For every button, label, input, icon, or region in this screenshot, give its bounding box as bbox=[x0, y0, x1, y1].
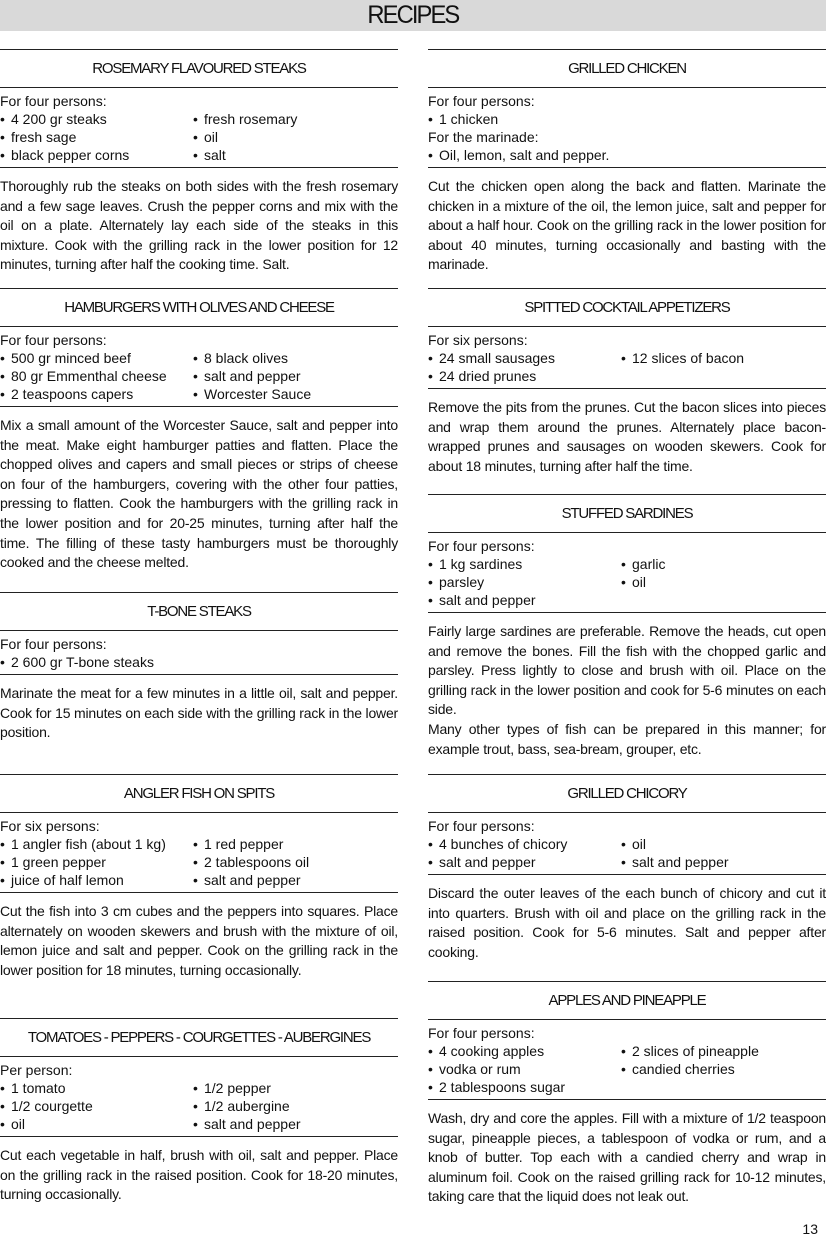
ingredient-row bbox=[0, 146, 398, 164]
servings: For four persons: bbox=[428, 93, 535, 109]
ingredient: • oil bbox=[193, 128, 218, 146]
ingredients bbox=[428, 88, 826, 164]
recipe-title: GRILLED CHICKEN bbox=[428, 49, 826, 88]
instructions-text: Discard the outer leaves of the each bunch of chicory and cut it into quarters. Brush with oil and place on the grilling rack in the raised position. Cook for 5-6 minutes. Salt and pepper after cooking. bbox=[428, 885, 826, 960]
ingredient: • fresh sage bbox=[0, 128, 76, 146]
ingredient: • salt and pepper bbox=[193, 367, 301, 385]
ingredient-row bbox=[428, 146, 826, 164]
ingredient-row bbox=[0, 349, 398, 367]
instructions-text: Many other types of fish can be prepared in this manner; for example trout, bass, sea-bream, grouper, etc. bbox=[428, 720, 826, 757]
ingredient: • 2 tablespoons oil bbox=[193, 853, 309, 871]
ingredient-row bbox=[0, 367, 398, 385]
instructions-text: Cut each vegetable in half, brush with oil, salt and pepper. Place on the grilling rack in the raised position. Cook for 18-20 minutes, turning occasionally. bbox=[0, 1147, 398, 1203]
recipe-instructions bbox=[428, 389, 826, 476]
ingredient: • 24 dried prunes bbox=[428, 367, 536, 385]
instructions-text: Marinate the meat for a few minutes in a little oil, salt and pepper. Cook for 15 minutes on each side with the grilling rack in the lower position. bbox=[0, 685, 398, 741]
ingredient: • 8 black olives bbox=[193, 349, 288, 367]
ingredient: • Oil, lemon, salt and pepper. bbox=[428, 146, 609, 164]
ingredients bbox=[428, 533, 826, 609]
ingredient: • 500 gr minced beef bbox=[0, 349, 131, 367]
instructions-text: Cut the chicken open along the back and flatten. Marinate the chicken in a mixture of the oil, the lemon juice, salt and pepper for about a half hour. Cook on the grilling rack in the lower position for about 40 minutes, turning occasionally and basting with the marinade. bbox=[428, 178, 826, 273]
ingredient: • 4 bunches of chicory bbox=[428, 835, 567, 853]
ingredients bbox=[0, 631, 398, 671]
recipe-instructions bbox=[0, 168, 398, 275]
servings: For four persons: bbox=[0, 332, 107, 348]
ingredient: • 1 angler fish (about 1 kg) bbox=[0, 835, 166, 853]
page-title: RECIPES bbox=[367, 1, 459, 29]
ingredient: • candied cherries bbox=[621, 1060, 735, 1078]
ingredient-row bbox=[428, 1042, 826, 1060]
servings: For four persons: bbox=[428, 1025, 535, 1041]
recipe-title: STUFFED SARDINES bbox=[428, 494, 826, 533]
marinade-label: For the marinade: bbox=[428, 129, 539, 145]
ingredient: • vodka or rum bbox=[428, 1060, 521, 1078]
ingredient-row bbox=[428, 573, 826, 591]
recipe-tbone-steaks bbox=[0, 592, 398, 743]
ingredient: • Worcester Sauce bbox=[193, 385, 311, 403]
recipe-instructions bbox=[0, 675, 398, 743]
ingredient: • 2 slices of pineapple bbox=[621, 1042, 759, 1060]
ingredients bbox=[428, 327, 826, 385]
ingredient-row bbox=[0, 128, 398, 146]
instructions-text: Wash, dry and core the apples. Fill with a mixture of 1/2 teaspoon sugar, pineapple pieces, a tablespoon of vodka or rum, and a knob of butter. Top each with a candied cherry and wrap in aluminum foil. Cook on the raised grilling rack for 10-12 minutes, taking care that the liquid does not leak out. bbox=[428, 1110, 826, 1205]
instructions-text: Mix a small amount of the Worcester Sauce, salt and pepper into the meat. Make eight hamburger patties and flatten. Place the chopped olives and capers and small pieces or strips of cheese on four of the hamburgers, covering with the other four patties, pressing to flatten. Cook the hamburgers with the grilling rack in the lower position and for 20-25 minutes, turning after half the time. The filling of these tasty hamburgers must be thoroughly cooked and the cheese melted. bbox=[0, 417, 398, 571]
recipe-instructions bbox=[0, 407, 398, 573]
recipe-instructions bbox=[0, 1137, 398, 1205]
ingredients bbox=[428, 813, 826, 871]
ingredient-row bbox=[428, 349, 826, 367]
ingredient: • 2 teaspoons capers bbox=[0, 385, 133, 403]
ingredient: • 1 chicken bbox=[428, 110, 498, 128]
ingredient-row bbox=[0, 1079, 398, 1097]
recipe-grilled-chicken bbox=[428, 49, 826, 275]
ingredient: • 1/2 pepper bbox=[193, 1079, 271, 1097]
ingredient: • oil bbox=[621, 835, 646, 853]
ingredient: • oil bbox=[0, 1115, 25, 1133]
ingredient: • 1/2 courgette bbox=[0, 1097, 93, 1115]
recipe-title: HAMBURGERS WITH OLIVES AND CHEESE bbox=[0, 288, 398, 327]
ingredient-row bbox=[0, 110, 398, 128]
ingredient-row bbox=[428, 555, 826, 573]
ingredients bbox=[428, 1020, 826, 1096]
ingredient: • oil bbox=[621, 573, 646, 591]
servings: For four persons: bbox=[0, 93, 107, 109]
ingredient: • 12 slices of bacon bbox=[621, 349, 744, 367]
ingredient-row bbox=[428, 835, 826, 853]
recipe-instructions bbox=[0, 893, 398, 980]
ingredient: • 2 600 gr T-bone steaks bbox=[0, 653, 154, 671]
ingredient-row bbox=[428, 1078, 826, 1096]
recipe-cocktail-appetizers bbox=[428, 288, 826, 476]
servings: For four persons: bbox=[428, 538, 535, 554]
servings: For four persons: bbox=[0, 636, 107, 652]
ingredient: • 1/2 aubergine bbox=[193, 1097, 290, 1115]
ingredient: • 4 200 gr steaks bbox=[0, 110, 107, 128]
recipe-rosemary-steaks bbox=[0, 49, 398, 275]
ingredient: • 1 green pepper bbox=[0, 853, 106, 871]
ingredient: • 1 red pepper bbox=[193, 835, 283, 853]
ingredient: • fresh rosemary bbox=[193, 110, 297, 128]
servings: For six persons: bbox=[0, 818, 100, 834]
ingredient: • 24 small sausages bbox=[428, 349, 555, 367]
ingredient: • parsley bbox=[428, 573, 484, 591]
recipe-title: TOMATOES - PEPPERS - COURGETTES - AUBERGINES bbox=[0, 1018, 398, 1057]
ingredient: • salt and pepper bbox=[193, 871, 301, 889]
page-header bbox=[0, 0, 826, 31]
ingredient: • salt bbox=[193, 146, 226, 164]
recipe-stuffed-sardines bbox=[428, 494, 826, 759]
ingredient: • 80 gr Emmenthal cheese bbox=[0, 367, 167, 385]
ingredient: • salt and pepper bbox=[621, 853, 729, 871]
servings: For four persons: bbox=[428, 818, 535, 834]
ingredients bbox=[0, 813, 398, 889]
ingredient-row bbox=[428, 110, 826, 128]
ingredient: • salt and pepper bbox=[193, 1115, 301, 1133]
ingredient-row bbox=[0, 853, 398, 871]
ingredient: • garlic bbox=[621, 555, 665, 573]
recipe-title: SPITTED COCKTAIL APPETIZERS bbox=[428, 288, 826, 327]
ingredient-row bbox=[0, 1115, 398, 1133]
recipe-title: GRILLED CHICORY bbox=[428, 774, 826, 813]
ingredient: • 1 tomato bbox=[0, 1079, 65, 1097]
recipe-title: ANGLER FISH ON SPITS bbox=[0, 774, 398, 813]
ingredient: • 4 cooking apples bbox=[428, 1042, 544, 1060]
ingredient-row bbox=[428, 367, 826, 385]
ingredient: • salt and pepper bbox=[428, 591, 536, 609]
recipe-instructions bbox=[428, 168, 826, 275]
ingredient-row bbox=[0, 653, 398, 671]
recipe-title: T-BONE STEAKS bbox=[0, 592, 398, 631]
instructions-text: Remove the pits from the prunes. Cut the bacon slices into pieces and wrap them around the prunes. Alternately place bacon-wrapped prunes and sausages on wooden skewers. Cook for about 18 minutes, turning after half the time. bbox=[428, 399, 826, 474]
recipe-instructions bbox=[428, 613, 826, 759]
recipe-angler-fish bbox=[0, 774, 398, 980]
recipe-title: APPLES AND PINEAPPLE bbox=[428, 981, 826, 1020]
recipe-title: ROSEMARY FLAVOURED STEAKS bbox=[0, 49, 398, 88]
page-number: 13 bbox=[802, 1221, 818, 1237]
ingredient-row bbox=[0, 385, 398, 403]
ingredient-row bbox=[0, 871, 398, 889]
ingredient: • 2 tablespoons sugar bbox=[428, 1078, 565, 1096]
ingredient-row bbox=[0, 835, 398, 853]
servings: For six persons: bbox=[428, 332, 528, 348]
recipe-instructions bbox=[428, 1100, 826, 1207]
recipe-apples-pineapple bbox=[428, 981, 826, 1207]
ingredients bbox=[0, 88, 398, 164]
ingredient: • black pepper corns bbox=[0, 146, 129, 164]
ingredients bbox=[0, 327, 398, 403]
ingredient-row bbox=[428, 853, 826, 871]
instructions-text: Thoroughly rub the steaks on both sides with the fresh rosemary and a few sage leaves. Crush the pepper corns and mix with the oil on a plate. Alternately lay each side of the steaks in this mixture. Cook with the grilling rack in the lower position for 12 minutes, turning after half the cooking time. Salt. bbox=[0, 178, 398, 273]
instructions-text: Cut the fish into 3 cm cubes and the peppers into squares. Place alternately on wooden skewers and brush with the mixture of oil, lemon juice and salt and pepper. Cook on the grilling rack in the lower position for 18 minutes, turning occasionally. bbox=[0, 903, 398, 978]
recipe-grilled-chicory bbox=[428, 774, 826, 962]
servings: Per person: bbox=[0, 1062, 73, 1078]
ingredient: • juice of half lemon bbox=[0, 871, 124, 889]
ingredient-row bbox=[428, 1060, 826, 1078]
ingredients bbox=[0, 1057, 398, 1133]
instructions-text: Fairly large sardines are preferable. Remove the heads, cut open and remove the bones. Fill the fish with the chopped garlic and parsley. Press lightly to close and brush with oil. Place on the grilling rack in the lower position and cook for 5-6 minutes on each side. bbox=[428, 623, 826, 718]
ingredient: • salt and pepper bbox=[428, 853, 536, 871]
ingredient-row bbox=[428, 591, 826, 609]
ingredient-row bbox=[0, 1097, 398, 1115]
recipe-vegetables bbox=[0, 1018, 398, 1205]
recipe-instructions bbox=[428, 875, 826, 962]
ingredient: • 1 kg sardines bbox=[428, 555, 522, 573]
recipe-hamburgers bbox=[0, 288, 398, 573]
